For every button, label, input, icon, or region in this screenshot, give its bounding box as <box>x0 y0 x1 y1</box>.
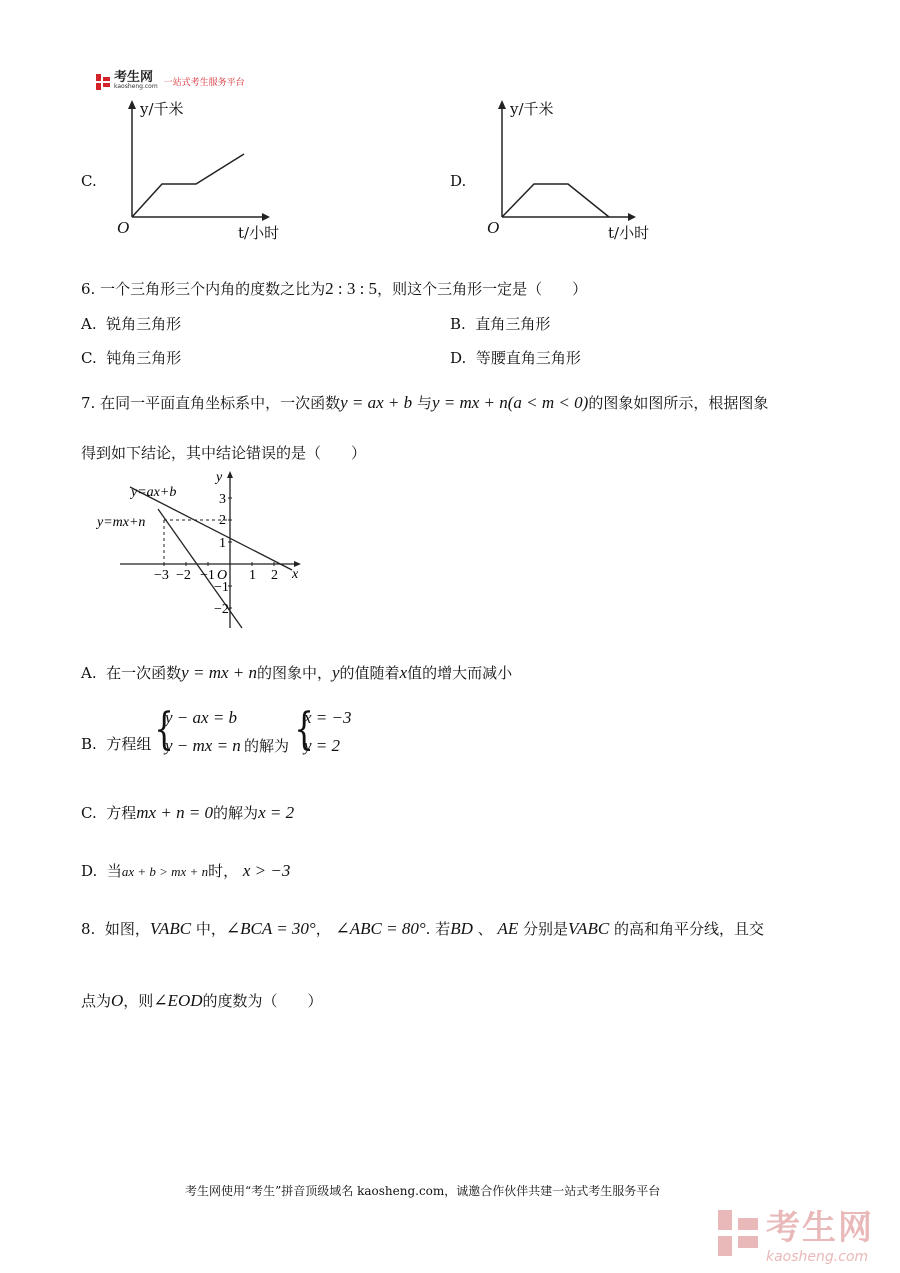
q7-y-label: y <box>216 470 223 485</box>
q7-stem <box>81 392 768 413</box>
q6-option-c: C. 钝角三角形 <box>81 349 182 367</box>
q7-b-text-b: 的解为 <box>244 737 290 755</box>
q7-ytick-m1: −1 <box>214 580 229 595</box>
q7-option-d: D. 当ax + b > mx + n时， x > −3 <box>81 861 291 880</box>
q5-d-y-label: y/千米 <box>510 100 554 118</box>
q6-stem-b: ，则这个三角形一定是（ ） <box>377 280 588 298</box>
q7-ytick-m2: −2 <box>214 602 229 617</box>
q7-b-brace-1: { <box>154 704 174 755</box>
q6-option-d: D. 等腰直角三角形 <box>450 349 581 367</box>
q7-xtick-m1: −1 <box>200 568 215 583</box>
q7-line1-label: y=ax+b <box>131 485 177 500</box>
q7-f2: y = mx + n(a < m < 0) <box>431 393 589 412</box>
q7-b-sol1: x = −3 <box>304 708 352 727</box>
q7-stem-c: 的图象如图所示，根据图象 <box>588 394 769 412</box>
footer-text: 考生网使用“考生”拼音顶级域名 kaosheng.com，诚邀合作伙伴共建一站式考生服务平台 <box>185 1184 661 1198</box>
q8-stem: 8. 如图，VABC 中，∠BCA = 30°， ∠ABC = 80°. 若BD 、 AE 分别是VABC 的高和角平分线，且交 <box>81 919 765 938</box>
q5-d-origin: O <box>487 218 500 237</box>
logo-name: 考生网 <box>114 70 154 85</box>
q5-option-d-label: D. <box>450 172 467 190</box>
q5-option-c-label: C. <box>81 172 97 190</box>
q6-option-b: B. 直角三角形 <box>450 315 551 333</box>
q5-c-y-label: y/千米 <box>140 100 184 118</box>
q6-option-a: A. 锐角三角形 <box>81 315 182 333</box>
q7-ytick-3: 3 <box>219 492 226 507</box>
logo-slogan: 一站式考生服务平台 <box>163 77 245 88</box>
q7-stem-b: 与 <box>416 394 432 412</box>
watermark-domain: kaosheng.com <box>766 1249 869 1265</box>
q7-ytick-2: 2 <box>219 513 226 528</box>
q7-xtick-m3: −3 <box>154 568 169 583</box>
watermark-logo-icon <box>718 1210 758 1256</box>
q8-stem-line2: 点为O，则∠EOD的度数为（ ） <box>81 991 323 1010</box>
q7-option-b-label: B. 方程组 <box>81 735 152 753</box>
q7-origin: O <box>217 568 228 583</box>
watermark-name: 考生网 <box>766 1208 874 1248</box>
q6-ratio: 2 : 3 : 5 <box>325 279 378 298</box>
q7-b-eq2: y − mx = n <box>165 736 241 755</box>
q7-line2-label: y=mx+n <box>97 515 146 530</box>
q7-graph <box>96 468 306 633</box>
q5-d-x-label: t/小时 <box>608 224 650 242</box>
q7-option-c: C. 方程mx + n = 0的解为x = 2 <box>81 803 295 822</box>
watermark <box>718 1200 874 1265</box>
q5-c-x-label: t/小时 <box>238 224 280 242</box>
q6-stem-a: 一个三角形三个内角的度数之比为 <box>100 280 326 298</box>
logo-icon <box>96 74 110 88</box>
header-logo <box>96 72 245 90</box>
q7-b-sol2: y = 2 <box>304 736 341 755</box>
logo-domain: kaosheng.com <box>114 83 158 90</box>
q7-number: 7. <box>81 394 96 412</box>
q7-b-eq1: y − ax = b <box>165 708 238 727</box>
q7-b-brace-2: { <box>294 704 314 755</box>
q7-ytick-1: 1 <box>219 536 226 551</box>
q7-xtick-m2: −2 <box>176 568 191 583</box>
q7-stem-a: 在同一平面直角坐标系中，一次函数 <box>100 394 341 412</box>
q5-c-origin: O <box>117 218 130 237</box>
q7-f1: y = ax + b <box>340 393 413 412</box>
q7-x-label: x <box>292 567 299 582</box>
q7-xtick-2: 2 <box>271 568 278 583</box>
q7-option-a: A. 在一次函数y = mx + n的图象中，y的值随着x值的增大而减小 <box>81 663 513 682</box>
q6-number: 6. <box>81 280 96 298</box>
q7-xtick-1: 1 <box>249 568 256 583</box>
q6-stem <box>81 278 587 299</box>
q7-stem-line2: 得到如下结论，其中结论错误的是（ ） <box>81 444 367 462</box>
